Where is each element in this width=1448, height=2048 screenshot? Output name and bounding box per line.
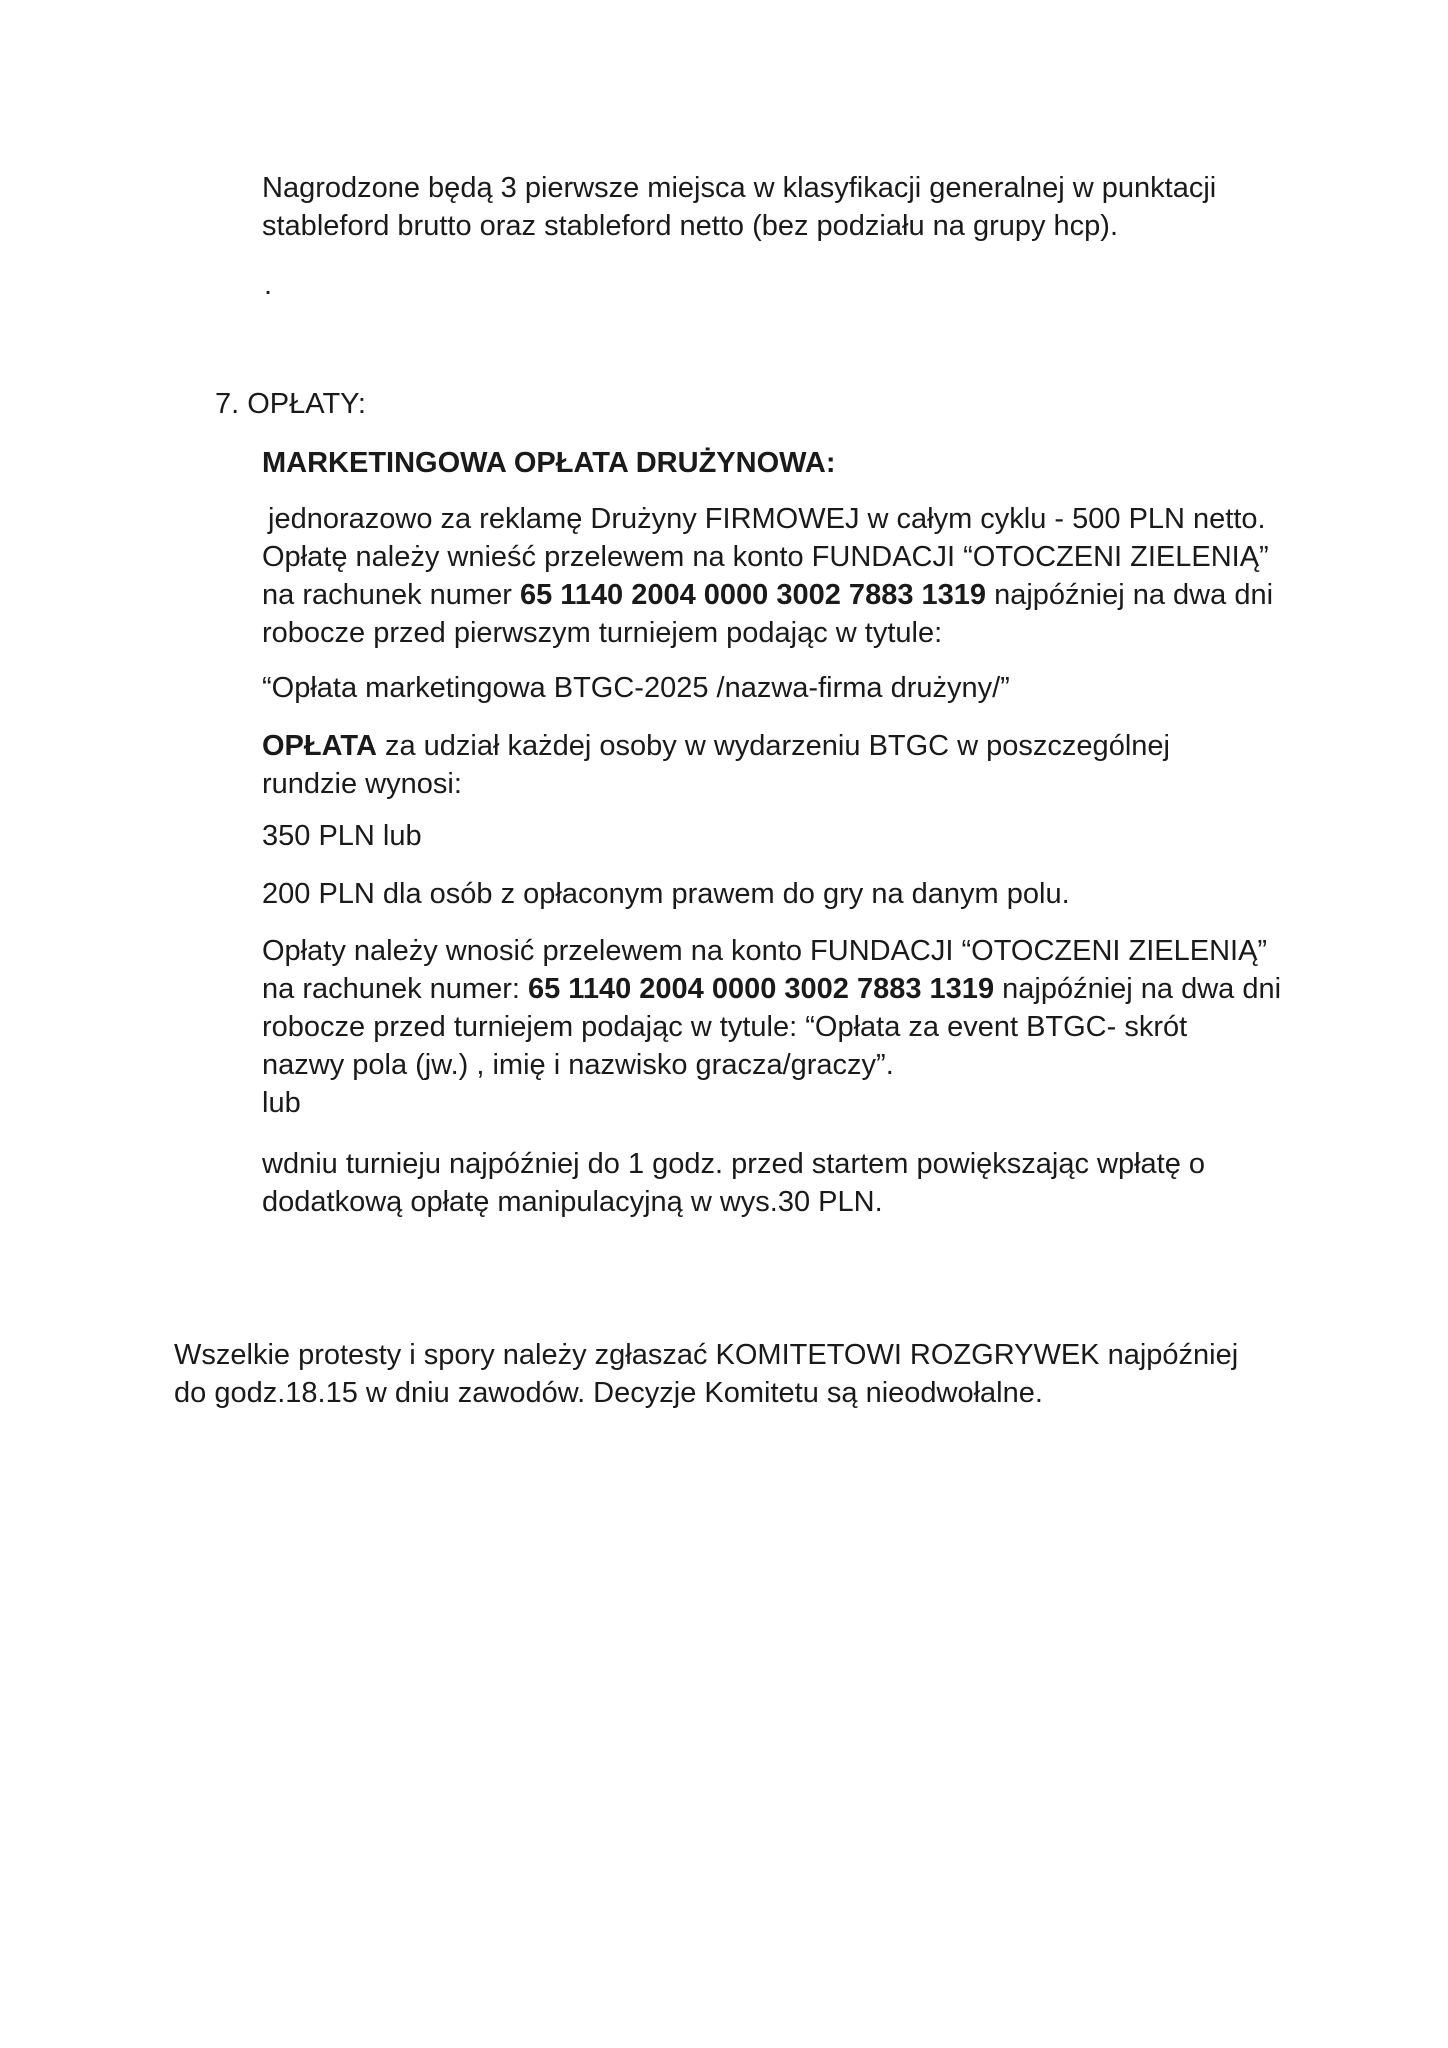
account-number-2: 65 1140 2004 0000 3002 7883 1319 xyxy=(527,973,995,1005)
participation-line-2: rundzie wynosi: xyxy=(262,768,462,800)
price-option-1: 350 PLN lub xyxy=(262,820,422,852)
onsite-line-1: wdniu turnieju najpóźniej do 1 godz. przed startem powiększając wpłatę o xyxy=(262,1148,1206,1180)
onsite-line-2: dodatkową opłatę manipulacyjną w wys.30 PLN. xyxy=(262,1186,883,1218)
intro-line-1: Nagrodzone będą 3 pierwsze miejsca w klasyfikacji generalnej w punktacji xyxy=(262,172,1217,204)
marketing-line-3 xyxy=(262,576,1273,614)
participation-fee-paragraph xyxy=(262,727,1170,803)
marketing-line-2: Opłatę należy wnieść przelewem na konto FUNDACJI “OTOCZENI ZIELENIĄ” xyxy=(262,541,1269,573)
marketing-line-1: jednorazowo za reklamę Drużyny FIRMOWEJ w całym cyklu - 500 PLN netto. xyxy=(268,503,1266,535)
payment-line-3: robocze przed turniejem podając w tytule: “Opłata za event BTGC- skrót xyxy=(262,1011,1188,1043)
intro-line-2: stableford brutto oraz stableford netto (bez podziału na grupy hcp). xyxy=(262,210,1119,242)
onsite-payment-paragraph xyxy=(262,1145,1205,1221)
section-heading: 7. OPŁATY: xyxy=(215,388,366,420)
intro-dot: . xyxy=(264,269,273,301)
payment-line-5: lub xyxy=(262,1087,301,1119)
title-example: “Opłata marketingowa BTGC-2025 /nazwa-firma drużyny/” xyxy=(262,672,1010,704)
participation-line-1 xyxy=(262,727,1170,765)
fee-label: OPŁATA xyxy=(262,730,377,762)
price-option-2: 200 PLN dla osób z opłaconym prawem do gry na danym polu. xyxy=(262,878,1070,910)
protests-line-1: Wszelkie protesty i spory należy zgłaszać KOMITETOWI ROZGRYWEK najpóźniej xyxy=(174,1339,1239,1371)
marketing-line-3-post: najpóźniej na dwa dni xyxy=(986,579,1274,611)
account-number: 65 1140 2004 0000 3002 7883 1319 xyxy=(519,579,987,611)
marketing-line-4: robocze przed pierwszym turniejem podając w tytule: xyxy=(262,617,943,649)
payment-line-2-post: najpóźniej na dwa dni xyxy=(994,973,1282,1005)
marketing-fee-paragraph xyxy=(262,500,1273,652)
payment-line-1: Opłaty należy wnosić przelewem na konto FUNDACJI “OTOCZENI ZIELENIĄ” xyxy=(262,935,1268,967)
protests-paragraph xyxy=(174,1336,1238,1412)
marketing-line-3-pre: na rachunek numer xyxy=(262,579,520,611)
section-subheading: MARKETINGOWA OPŁATA DRUŻYNOWA: xyxy=(262,447,836,479)
payment-line-4: nazwy pola (jw.) , imię i nazwisko gracza/graczy”. xyxy=(262,1049,894,1081)
intro-paragraph xyxy=(262,169,1216,245)
payment-line-2-pre: na rachunek numer: xyxy=(262,973,528,1005)
payment-line-2 xyxy=(262,970,1281,1008)
participation-line-1-rest: za udział każdej osoby w wydarzeniu BTGC w poszczególnej xyxy=(376,730,1170,762)
payment-instructions-paragraph xyxy=(262,932,1281,1122)
protests-line-2: do godz.18.15 w dniu zawodów. Decyzje Komitetu są nieodwołalne. xyxy=(174,1377,1043,1409)
